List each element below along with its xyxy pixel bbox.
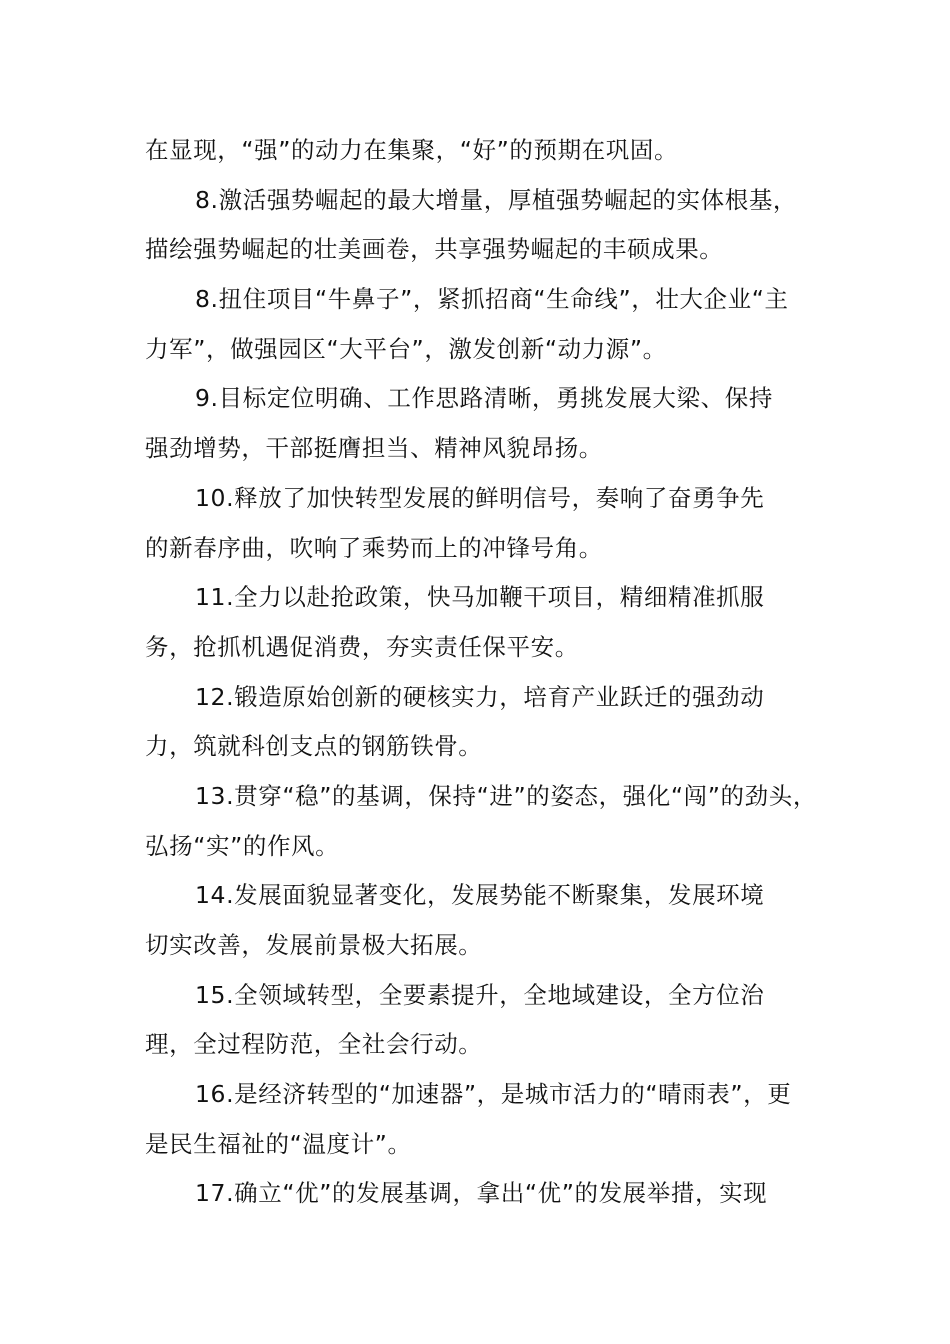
document-body bbox=[145, 126, 835, 1219]
text-line: 15.全领域转型，全要素提升，全地域建设，全方位治 bbox=[195, 980, 765, 1009]
text-line: 描绘强势崛起的壮美画卷，共享强势崛起的丰硕成果。 bbox=[145, 235, 724, 264]
text-line: 务，抢抓机遇促消费，夯实责任保平安。 bbox=[145, 632, 579, 661]
text-line: 力，筑就科创支点的钢筋铁骨。 bbox=[145, 732, 483, 761]
text-line: 弘扬“实”的作风。 bbox=[145, 831, 340, 860]
text-line: 17.确立“优”的发展基调，拿出“优”的发展举措，实现 bbox=[195, 1179, 768, 1208]
text-line: 14.发展面貌显著变化，发展势能不断聚集，发展环境 bbox=[195, 881, 765, 910]
text-line: 8.激活强势崛起的最大增量，厚植强势崛起的实体根基， bbox=[195, 185, 798, 214]
text-line: 切实改善，发展前景极大拓展。 bbox=[145, 931, 483, 959]
text-line: 12.锻造原始创新的硬核实力，培育产业跃迁的强劲动 bbox=[195, 682, 765, 711]
text-line: 11.全力以赴抢政策，快马加鞭干项目，精细精准抓服 bbox=[195, 583, 765, 612]
text-line: 8.扭住项目“牛鼻子”，紧抓招商“生命线”，壮大企业“主 bbox=[195, 285, 789, 314]
text-line: 的新春序曲，吹响了乘势而上的冲锋号角。 bbox=[145, 533, 603, 562]
text-line: 理，全过程防范，全社会行动。 bbox=[145, 1030, 483, 1059]
text-line: 强劲增势，干部挺膺担当、精神风貌昂扬。 bbox=[145, 434, 603, 463]
text-line: 力军”，做强园区“大平台”，激发创新“动力源”。 bbox=[145, 334, 667, 363]
text-line: 是民生福祉的“温度计”。 bbox=[145, 1129, 412, 1158]
text-line: 16.是经济转型的“加速器”，是城市活力的“晴雨表”，更 bbox=[195, 1080, 792, 1109]
text-line: 13.贯穿“稳”的基调，保持“进”的姿态，强化“闯”的劲头， bbox=[195, 781, 817, 810]
text-line: 10.释放了加快转型发展的鲜明信号，奏响了奋勇争先 bbox=[195, 483, 765, 512]
text-line: 在显现，“强”的动力在集聚，“好”的预期在巩固。 bbox=[145, 136, 679, 164]
text-line: 9.目标定位明确、工作思路清晰，勇挑发展大梁、保持 bbox=[195, 384, 773, 413]
